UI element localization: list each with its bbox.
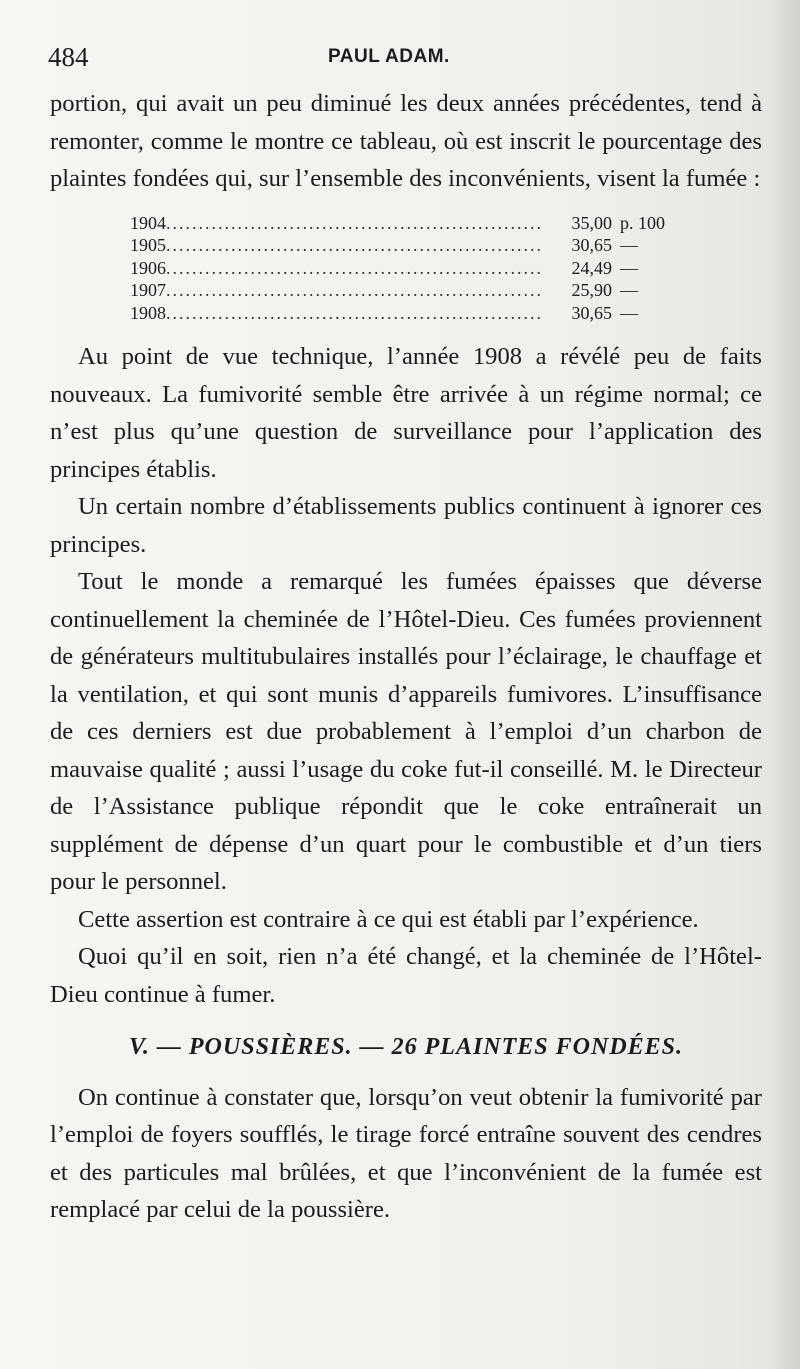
table-value: 35,00	[571, 212, 612, 233]
leader-dots	[166, 212, 542, 235]
table-unit: —	[620, 257, 638, 278]
paragraph: Quoi qu’il en soit, rien n’a été changé, et la cheminée de l’Hôtel-Dieu continue à fumer.	[50, 943, 762, 1008]
percentage-table	[130, 212, 690, 325]
paragraph: Tout le monde a remarqué les fumées épaisses que déverse continuellement la cheminée de l’Hôtel-Dieu. Ces fumées proviennent de générateurs multitubulaires installés pour l’éclairage, le chauffage et la ventilation, et qui sont munis d’appareils fumivores. L’insuffisance de ces derniers est due probablement à l’emploi d’un charbon de mauvaise qualité ; aussi l’usage du coke fut-il conseillé. M. le Directeur de l’Assistance publique répondit que le coke entraînerait un supplément de dépense d’un quart pour le combustible et d’un tiers pour le personnel.	[50, 568, 762, 895]
table-year: 1906	[130, 257, 166, 278]
leader-dots	[166, 234, 542, 257]
intro-paragraph: portion, qui avait un peu diminué les deux années précédentes, tend à remonter, comme le montre ce tableau, où est inscrit le pourcentage des plaintes fondées qui, sur l’ensemble des inconvénients, visent la fumée :	[50, 90, 762, 192]
table-value: 25,90	[571, 280, 612, 300]
table-value: 30,65	[571, 235, 612, 255]
table-row	[130, 279, 690, 302]
page-number: 484	[48, 42, 89, 72]
table-unit: —	[620, 302, 638, 323]
running-head: PAUL ADAM.	[328, 46, 450, 67]
section-paragraph: On continue à constater que, lorsqu’on veut obtenir la fumivorité par l’emploi de foyers soufflés, le tirage forcé entraîne souvent des cendres et des particules mal brûlées, et que l’inconvénient de la fumée est remplacé par celui de la poussière.	[50, 1083, 762, 1223]
table-year: 1907	[130, 280, 166, 300]
table-year: 1904	[130, 212, 166, 233]
table-row	[130, 257, 690, 280]
table-row	[130, 302, 690, 325]
paragraph: Au point de vue technique, l’année 1908 a révélé peu de faits nouveaux. La fumivorité semble être arrivée à un régime normal; ce n’est plus qu’une question de surveillance pour l’application des principes établis.	[50, 343, 762, 483]
table-year: 1905	[130, 235, 166, 255]
page-header	[48, 40, 788, 80]
table-row	[130, 234, 690, 257]
table-value: 30,65	[571, 302, 612, 323]
leader-dots	[166, 302, 542, 325]
table-value: 24,49	[571, 257, 612, 278]
leader-dots	[166, 257, 542, 280]
table-row	[130, 212, 690, 235]
table-unit: p. 100	[620, 212, 665, 233]
paragraph: Un certain nombre d’établissements publics continuent à ignorer ces principes.	[50, 493, 762, 558]
table-year: 1908	[130, 302, 166, 323]
table-unit: —	[620, 280, 638, 300]
section-heading: V. — POUSSIÈRES. — 26 PLAINTES FONDÉES.	[128, 1034, 684, 1060]
body-text	[50, 85, 762, 1229]
leader-dots	[166, 279, 542, 302]
paragraph: Cette assertion est contraire à ce qui est établi par l’expérience.	[78, 905, 699, 933]
table-unit: —	[620, 235, 638, 255]
